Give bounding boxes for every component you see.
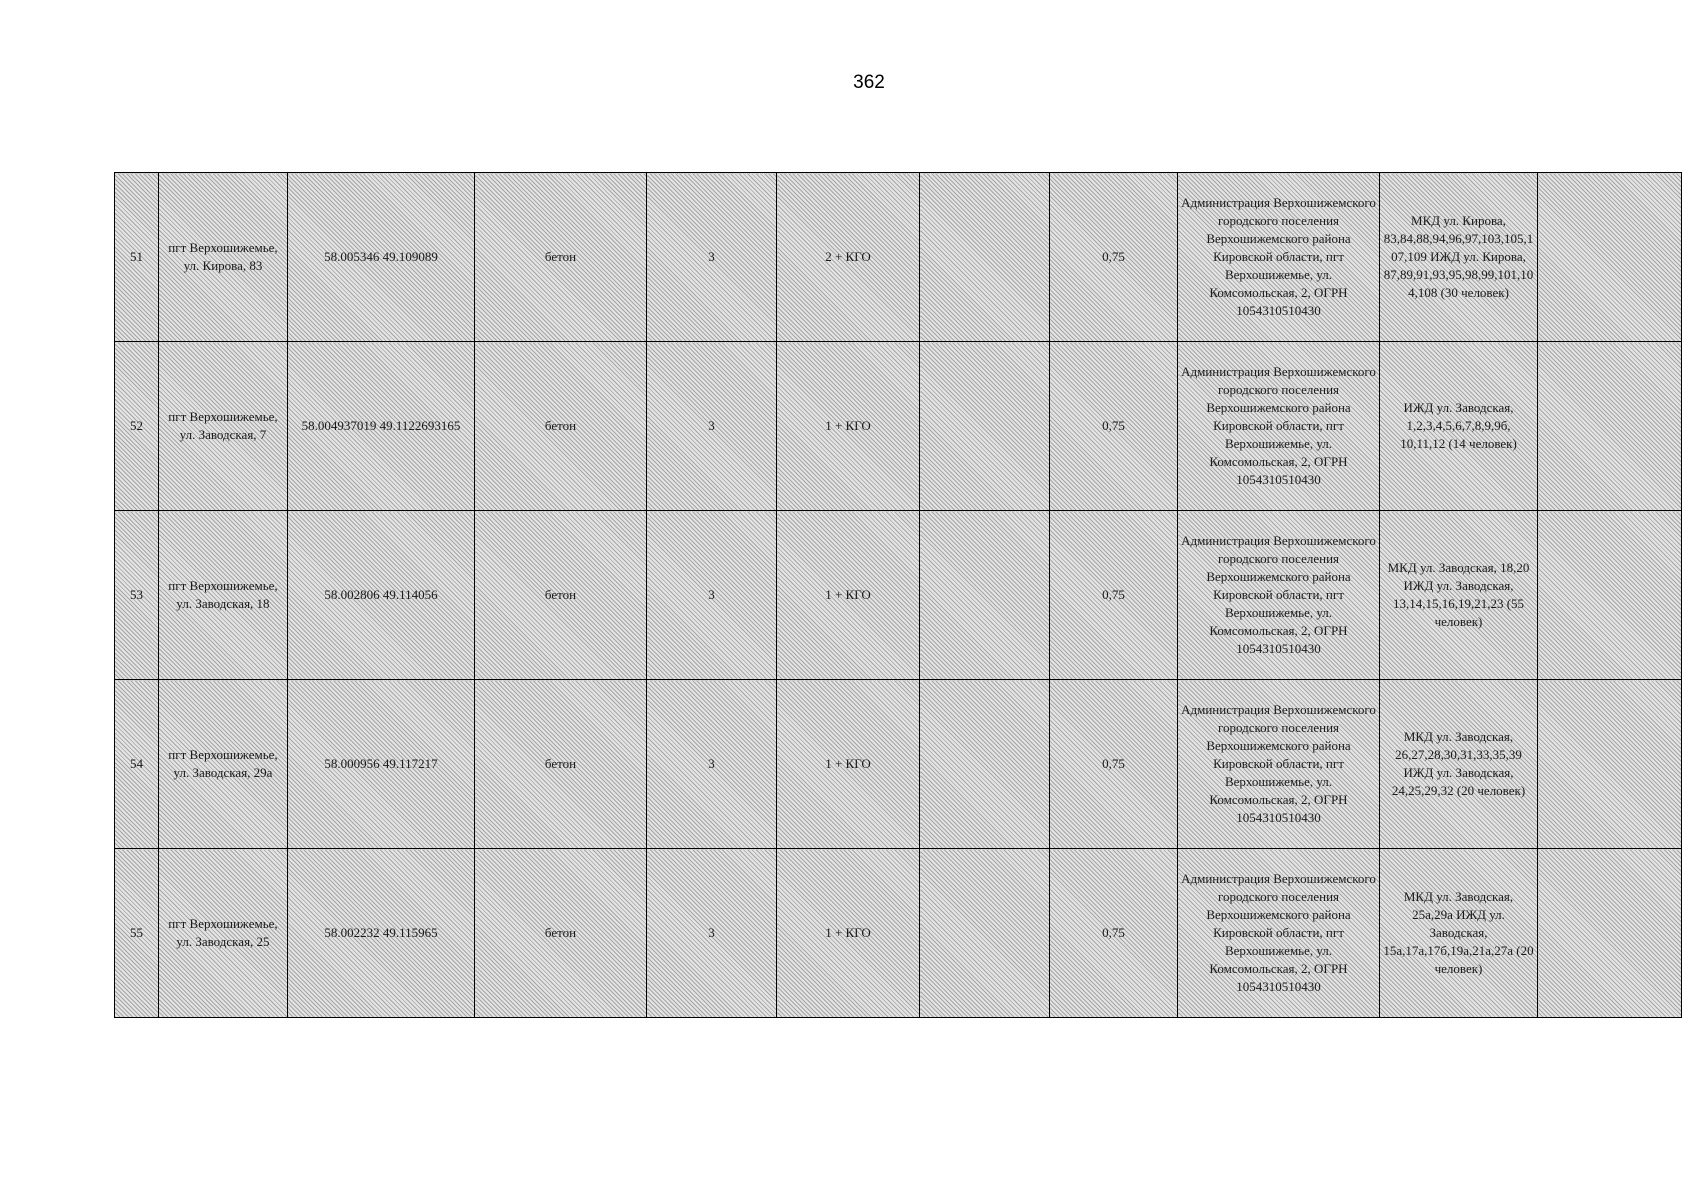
surface-type: бетон: [475, 680, 647, 849]
row-number: 53: [115, 511, 159, 680]
waste-sources: МКД ул. Заводская, 26,27,28,30,31,33,35,39 ИЖД ул. Заводская, 24,25,29,32 (20 человек): [1380, 680, 1538, 849]
waste-sources: МКД ул. Кирова, 83,84,88,94,96,97,103,105,107,109 ИЖД ул. Кирова, 87,89,91,93,95,98,99,101,104,108 (30 человек): [1380, 173, 1538, 342]
site-area: 3: [647, 849, 777, 1018]
table-row: [115, 342, 1682, 511]
page-number: 362: [853, 72, 885, 93]
site-area: 3: [647, 342, 777, 511]
empty-cell: [920, 173, 1050, 342]
surface-type: бетон: [475, 342, 647, 511]
site-coordinates: 58.004937019 49.1122693165: [288, 342, 475, 511]
container-count: 1 + КГО: [777, 342, 920, 511]
site-coordinates: 58.005346 49.109089: [288, 173, 475, 342]
table-row: [115, 173, 1682, 342]
empty-cell: [920, 342, 1050, 511]
site-coordinates: 58.002806 49.114056: [288, 511, 475, 680]
empty-cell: [920, 680, 1050, 849]
site-address: пгт Верхошижемье, ул. Заводская, 29а: [159, 680, 288, 849]
container-volume: 0,75: [1050, 173, 1178, 342]
container-volume: 0,75: [1050, 849, 1178, 1018]
site-coordinates: 58.000956 49.117217: [288, 680, 475, 849]
site-area: 3: [647, 511, 777, 680]
site-address: пгт Верхошижемье, ул. Заводская, 25: [159, 849, 288, 1018]
site-owner: Администрация Верхошижемского городского поселения Верхошижемского района Кировской области, пгт Верхошижемье, ул. Комсомольская, 2, ОГРН 1054310510430: [1178, 342, 1380, 511]
row-number: 55: [115, 849, 159, 1018]
row-number: 52: [115, 342, 159, 511]
empty-cell: [1538, 342, 1682, 511]
site-area: 3: [647, 173, 777, 342]
surface-type: бетон: [475, 849, 647, 1018]
container-count: 1 + КГО: [777, 849, 920, 1018]
site-owner: Администрация Верхошижемского городского поселения Верхошижемского района Кировской области, пгт Верхошижемье, ул. Комсомольская, 2, ОГРН 1054310510430: [1178, 680, 1380, 849]
empty-cell: [1538, 680, 1682, 849]
empty-cell: [1538, 849, 1682, 1018]
container-count: 1 + КГО: [777, 680, 920, 849]
site-address: пгт Верхошижемье, ул. Заводская, 18: [159, 511, 288, 680]
site-coordinates: 58.002232 49.115965: [288, 849, 475, 1018]
empty-cell: [1538, 173, 1682, 342]
waste-sources: ИЖД ул. Заводская, 1,2,3,4,5,6,7,8,9,9б, 10,11,12 (14 человек): [1380, 342, 1538, 511]
container-count: 2 + КГО: [777, 173, 920, 342]
surface-type: бетон: [475, 173, 647, 342]
row-number: 54: [115, 680, 159, 849]
container-volume: 0,75: [1050, 680, 1178, 849]
site-address: пгт Верхошижемье, ул. Заводская, 7: [159, 342, 288, 511]
container-volume: 0,75: [1050, 342, 1178, 511]
empty-cell: [920, 511, 1050, 680]
table-row: [115, 511, 1682, 680]
row-number: 51: [115, 173, 159, 342]
empty-cell: [1538, 511, 1682, 680]
empty-cell: [920, 849, 1050, 1018]
table-row: [115, 849, 1682, 1018]
site-owner: Администрация Верхошижемского городского поселения Верхошижемского района Кировской области, пгт Верхошижемье, ул. Комсомольская, 2, ОГРН 1054310510430: [1178, 173, 1380, 342]
waste-sources: МКД ул. Заводская, 18,20 ИЖД ул. Заводская, 13,14,15,16,19,21,23 (55 человек): [1380, 511, 1538, 680]
container-count: 1 + КГО: [777, 511, 920, 680]
waste-sites-table: [114, 172, 1682, 1018]
site-address: пгт Верхошижемье, ул. Кирова, 83: [159, 173, 288, 342]
site-owner: Администрация Верхошижемского городского поселения Верхошижемского района Кировской области, пгт Верхошижемье, ул. Комсомольская, 2, ОГРН 1054310510430: [1178, 849, 1380, 1018]
container-volume: 0,75: [1050, 511, 1178, 680]
surface-type: бетон: [475, 511, 647, 680]
table-row: [115, 680, 1682, 849]
site-area: 3: [647, 680, 777, 849]
waste-sources: МКД ул. Заводская, 25а,29а ИЖД ул. Заводская, 15а,17а,17б,19а,21а,27а (20 человек): [1380, 849, 1538, 1018]
site-owner: Администрация Верхошижемского городского поселения Верхошижемского района Кировской области, пгт Верхошижемье, ул. Комсомольская, 2, ОГРН 1054310510430: [1178, 511, 1380, 680]
